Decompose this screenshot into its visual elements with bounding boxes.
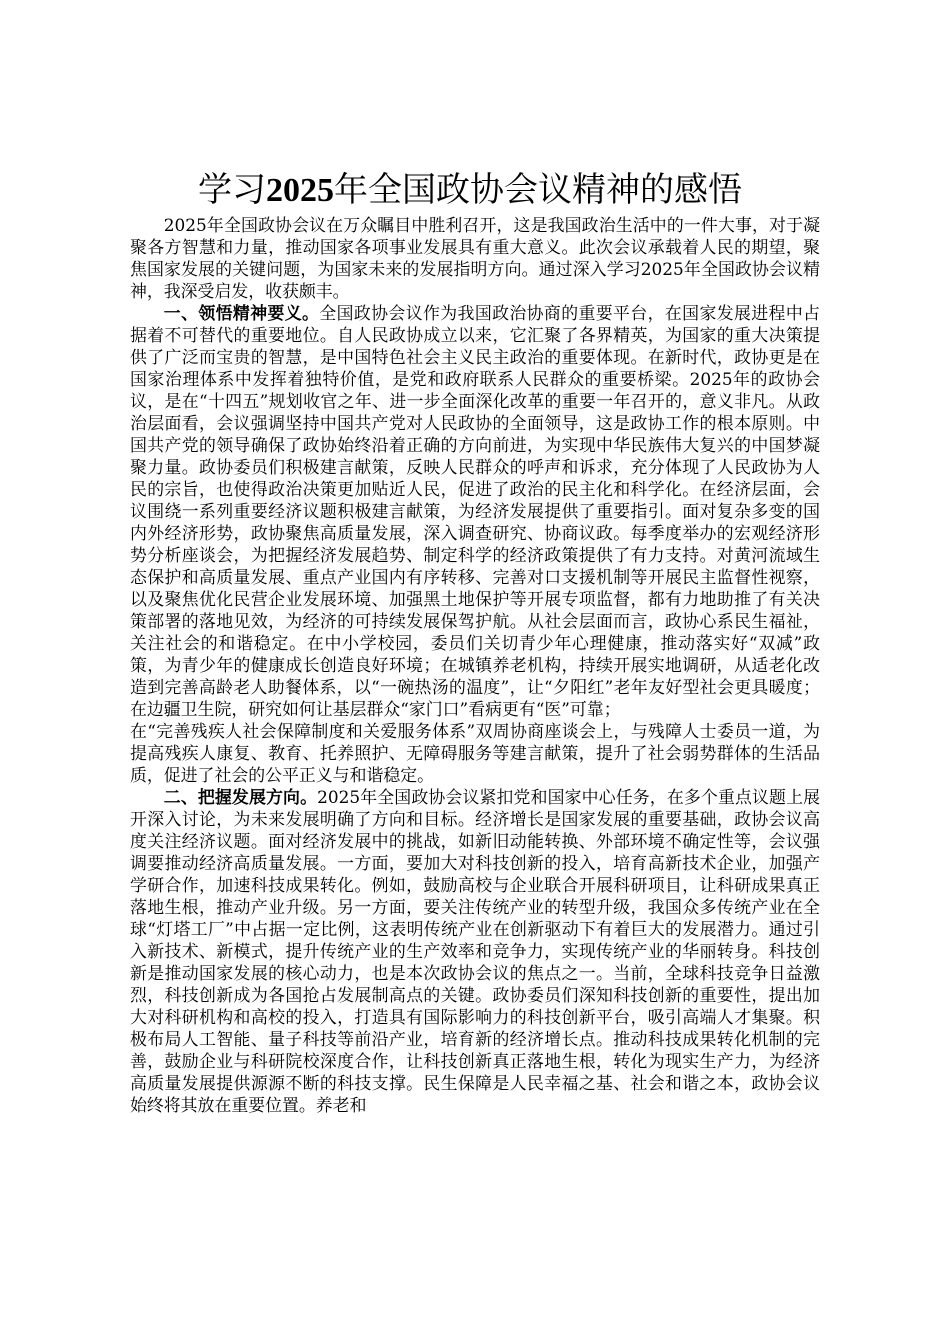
document-body xyxy=(130,214,820,1116)
paragraph-text: 全国政协会议作为我国政治协商的重要平台，在国家发展进程中占据着不可替代的重要地位。自人民政协成立以来，它汇聚了各界精英，为国家的重大决策提供了广泛而宝贵的智慧，是中国特色社会主义民主政治的重要体现。在新时代，政协更是在国家治理体系中发挥着独特价值，是党和政府联系人民群众的重要桥梁。2025年的政协会议，是在“十四五”规划收官之年、进一步全面深化改革的重要一年召开的，意义非凡。从政治层面看，会议强调坚持中国共产党对人民政协的全面领导，这是政协工作的根本原则。中国共产党的领导确保了政协始终沿着正确的方向前进，为实现中华民族伟大复兴的中国梦凝聚力量。政协委员们积极建言献策，反映人民群众的呼声和诉求，充分体现了人民政协为人民的宗旨，也使得政治决策更加贴近人民，促进了政治的民主化和科学化。在经济层面，会议围绕一系列重要经济议题积极建言献策，为经济发展提供了重要指引。面对复杂多变的国内外经济形势，政协聚焦高质量发展，深入调查研究、协商议政。每季度举办的宏观经济形势分析座谈会，为把握经济发展趋势、制定科学的经济政策提供了有力支持。对黄河流域生态保护和高质量发展、重点产业国内有序转移、完善对口支援机制等开展民主监督性视察，以及聚焦优化民营企业发展环境、加强黑土地保护等开展专项监督，都有力地助推了有关决策部署的落地见效，为经济的可持续发展保驾护航。从社会层面而言，政协心系民生福祉，关注社会的和谐稳定。在中小学校园，委员们关切青少年心理健康，推动落实好“双减”政策，为青少年的健康成长创造良好环境；在城镇养老机构，持续开展实地调研，从适老化改造到完善高龄老人助餐体系，以“一碗热汤的温度”，让“夕阳红”老年友好型社会更具暖度；在边疆卫生院，研究如何让基层群众“家门口”看病更有“医”可靠； xyxy=(130,303,821,719)
paragraph-section-1 xyxy=(130,302,820,720)
section-heading-1: 一、领悟精神要义。 xyxy=(163,303,320,323)
paragraph-text: 2025年全国政协会议紧扣党和国家中心任务，在多个重点议题上展开深入讨论，为未来发展明确了方向和目标。经济增长是国家发展的重要基础，政协会议高度关注经济议题。面对经济发展中的挑战，如新旧动能转换、外部环境不确定性等，会议强调要推动经济高质量发展。一方面，要加大对科技创新的投入，培育高新技术企业，加强产学研合作，加速科技成果转化。例如，鼓励高校与企业联合开展科研项目，让科研成果真正落地生根，推动产业升级。另一方面，要关注传统产业的转型升级，我国众多传统产业在全球“灯塔工厂”中占据一定比例，这表明传统产业在创新驱动下有着巨大的发展潜力。通过引入新技术、新模式，提升传统产业的生产效率和竞争力，实现传统产业的华丽转身。科技创新是推动国家发展的核心动力，也是本次政协会议的焦点之一。当前，全球科技竞争日益激烈，科技创新成为各国抢占发展制高点的关键。政协委员们深知科技创新的重要性，提出加大对科研机构和高校的投入，打造具有国际影响力的科技创新平台，吸引高端人才集聚。积极布局人工智能、量子科技等前沿产业，培育新的经济增长点。推动科技成果转化机制的完善，鼓励企业与科研院校深度合作，让科技创新真正落地生根，转化为现实生产力，为经济高质量发展提供源源不断的科技支撑。民生保障是人民幸福之基、社会和谐之本，政协会议始终将其放在重要位置。养老和 xyxy=(130,787,821,1115)
section-heading-2: 二、把握发展方向。 xyxy=(163,787,318,807)
paragraph-continuation xyxy=(130,720,820,786)
paragraph-text: 在“完善残疾人社会保障制度和关爱服务体系”双周协商座谈会上，与残障人士委员一道，为提高残疾人康复、教育、托养照护、无障碍服务等建言献策，提升了社会弱势群体的生活品质，促进了社会的公平正义与和谐稳定。 xyxy=(130,721,820,785)
paragraph-section-2 xyxy=(130,786,820,1116)
title-prefix: 学习 xyxy=(198,170,266,210)
title-year: 2025 xyxy=(266,172,334,209)
paragraph-text: 2025年全国政协会议在万众瞩目中胜利召开，这是我国政治生活中的一件大事，对于凝聚各方智慧和力量，推动国家各项事业发展具有重大意义。此次会议承载着人民的期望，聚焦国家发展的关键问题，为国家未来的发展指明方向。通过深入学习2025年全国政协会议精神，我深受启发，收获颇丰。 xyxy=(130,215,820,301)
title-suffix: 年全国政协会议精神的感悟 xyxy=(334,170,742,210)
paragraph-intro xyxy=(130,214,820,302)
document-title xyxy=(120,168,820,213)
